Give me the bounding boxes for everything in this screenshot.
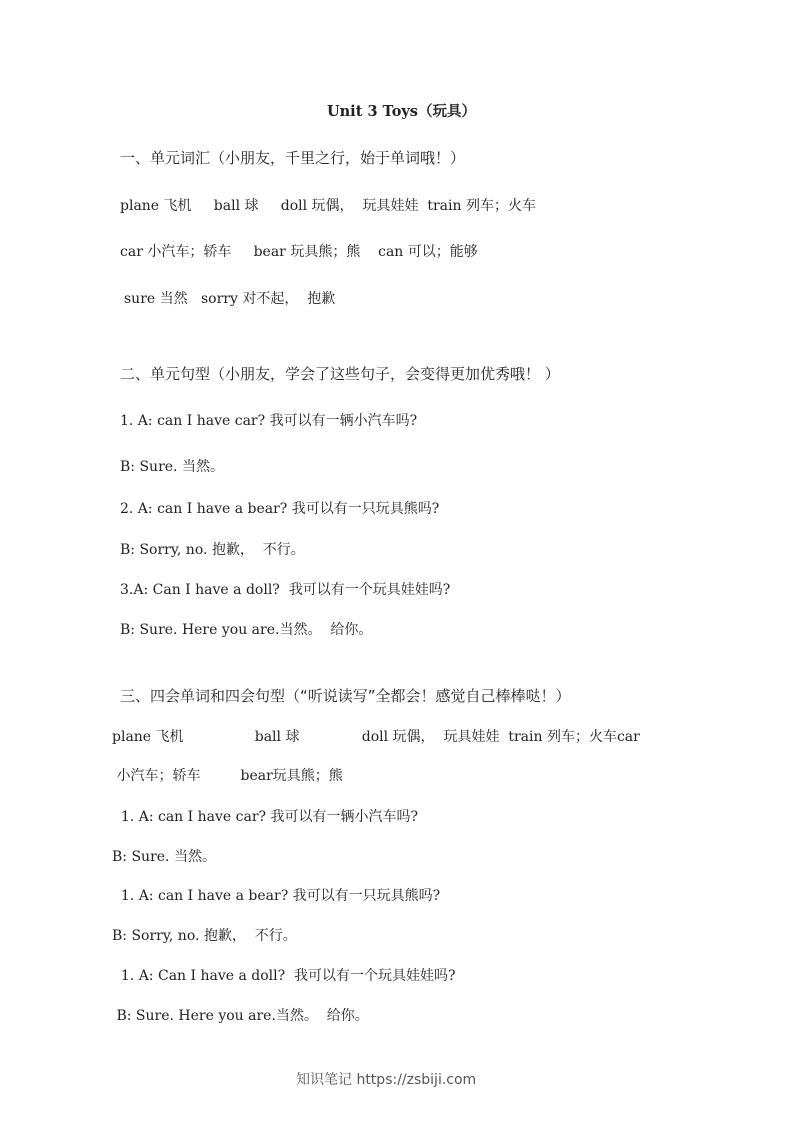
sentence-line: B: Sorry, no. 抱歉， 不行。 xyxy=(112,928,297,944)
sentence-line: 1. A: Can I have a doll? 我可以有一个玩具娃娃吗? xyxy=(112,968,456,984)
vocab-line: car 小汽车；轿车 bear 玩具熊；熊 can 可以；能够 xyxy=(120,244,478,260)
section3-heading: 三、四会单词和四会句型（“听说读写”全都会！感觉自己棒棒哒！） xyxy=(120,687,571,705)
sentence-line: 1. A: can I have car? 我可以有一辆小汽车吗? xyxy=(120,413,418,429)
sentence-line: 2. A: can I have a bear? 我可以有一只玩具熊吗? xyxy=(120,501,440,517)
section2-heading: 二、单元句型（小朋友，学会了这些句子，会变得更加优秀哦！ ） xyxy=(120,365,560,383)
vocab-line: sure 当然 sorry 对不起， 抱歉 xyxy=(124,291,336,307)
sentence-line: B: Sure. Here you are.当然。 给你。 xyxy=(112,1008,369,1024)
page-title: Unit 3 Toys（玩具） xyxy=(327,103,476,120)
footer-watermark: 知识笔记 https://zsbiji.com xyxy=(296,1072,477,1088)
sentence-line: 1. A: can I have a bear? 我可以有一只玩具熊吗? xyxy=(112,888,441,904)
vocab-line: plane 飞机 ball 球 doll 玩偶， 玩具娃娃 train 列车；火车car xyxy=(112,729,640,745)
sentence-line: 1. A: can I have car? 我可以有一辆小汽车吗? xyxy=(112,809,418,825)
sentence-line: B: Sure. 当然。 xyxy=(112,849,216,865)
section1-heading: 一、单元词汇（小朋友，千里之行，始于单词哦！） xyxy=(120,149,466,167)
vocab-line: plane 飞机 ball 球 doll 玩偶， 玩具娃娃 train 列车；火车 xyxy=(120,198,536,214)
vocab-line: 小汽车；轿车 bear玩具熊；熊 xyxy=(112,768,343,784)
sentence-line: B: Sure. 当然。 xyxy=(120,459,224,475)
sentence-line: B: Sorry, no. 抱歉， 不行。 xyxy=(120,542,305,558)
sentence-line: 3.A: Can I have a doll? 我可以有一个玩具娃娃吗? xyxy=(120,582,451,598)
sentence-line: B: Sure. Here you are.当然。 给你。 xyxy=(120,622,373,638)
